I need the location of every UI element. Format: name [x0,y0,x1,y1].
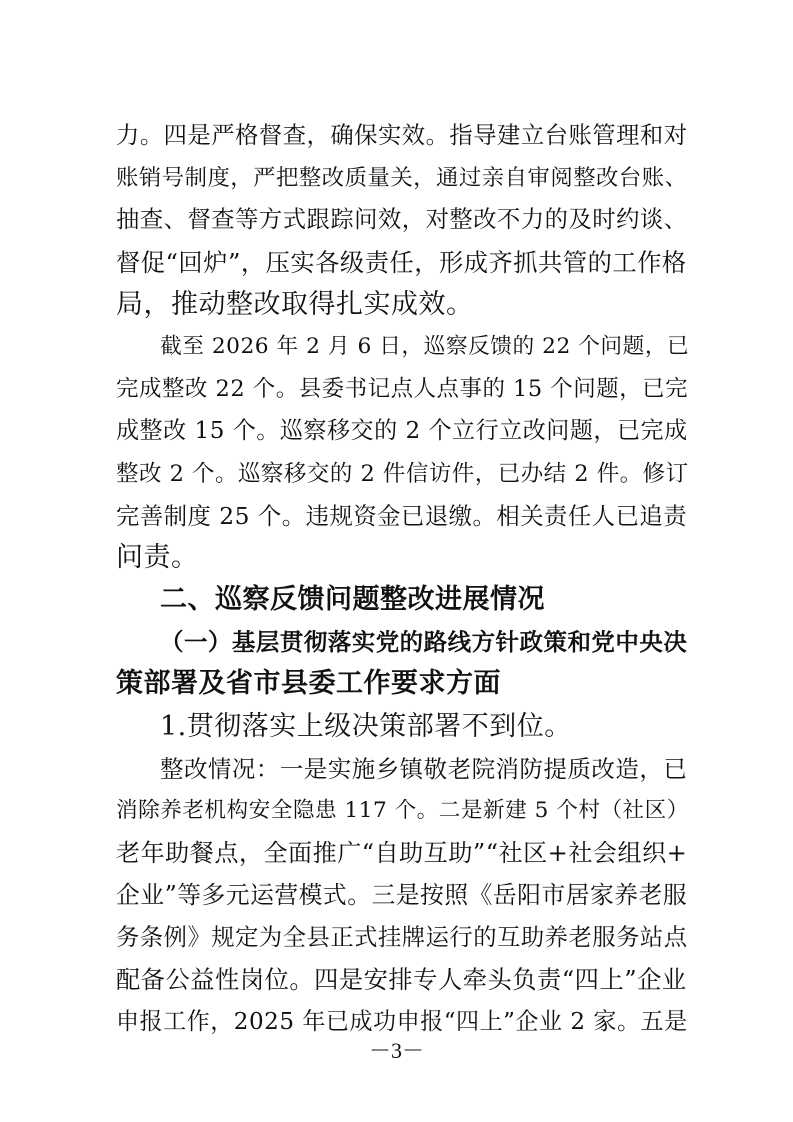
paragraph-line: 抽查、督查等方式跟踪问效，对整改不力的及时约谈、 [116,206,688,233]
paragraph-line: 力。四是严格督查，确保实效。指导建立台账管理和对 [116,122,688,149]
paragraph-line: 整改情况：一是实施乡镇敬老院消防提质改造，已 [160,755,688,783]
page-number: －3－ [368,1038,424,1063]
subsection-heading: （一）基层贯彻落实党的路线方针政策和党中央决 [160,628,688,656]
paragraph-line: 完善制度 25 个。违规资金已退缴。相关责任人已追责 [116,502,688,530]
paragraph-line: 问责。 [116,542,199,573]
paragraph-line: 局，推动整改取得扎实成效。 [116,289,474,320]
paragraph-line: 申报工作，2025 年已成功申报“四上”企业 2 家。五是 [116,1009,688,1035]
item-title: 1.贯彻落实上级决策部署不到位。 [160,711,572,742]
paragraph-line: 完成整改 22 个。县委书记点人点事的 15 个问题，已完 [116,376,689,402]
paragraph-line: 账销号制度，严把整改质量关，通过亲自审阅整改台账、 [116,165,688,191]
section-heading: 二、巡察反馈问题整改进展情况 [160,584,545,615]
paragraph-line: 企业”等多元运营模式。三是按照《岳阳市居家养老服 [116,881,688,909]
paragraph-line: 成整改 15 个。巡察移交的 2 个立行立改问题，已完成 [116,418,688,444]
paragraph-line: 督促“回炉”，压实各级责任，形成齐抓共管的工作格 [116,248,687,277]
paragraph-line: 老年助餐点，全面推广“自助互助”“社区+社会组织+ [116,839,688,867]
paragraph-line: 配备公益性岗位。四是安排专人牵头负责“四上”企业 [116,965,687,994]
subsection-heading: 策部署及省市县委工作要求方面 [116,668,501,699]
paragraph-line: 截至 2026 年 2 月 6 日，巡察反馈的 22 个问题，已 [160,334,690,359]
paragraph-line: 整改 2 个。巡察移交的 2 件信访件，已办结 2 件。修订 [116,461,689,487]
paragraph-line: 务条例》规定为全县正式挂牌运行的互助养老服务站点 [116,924,688,951]
paragraph-line: 消除养老机构安全隐患 117 个。二是新建 5 个村（社区） [116,798,689,823]
